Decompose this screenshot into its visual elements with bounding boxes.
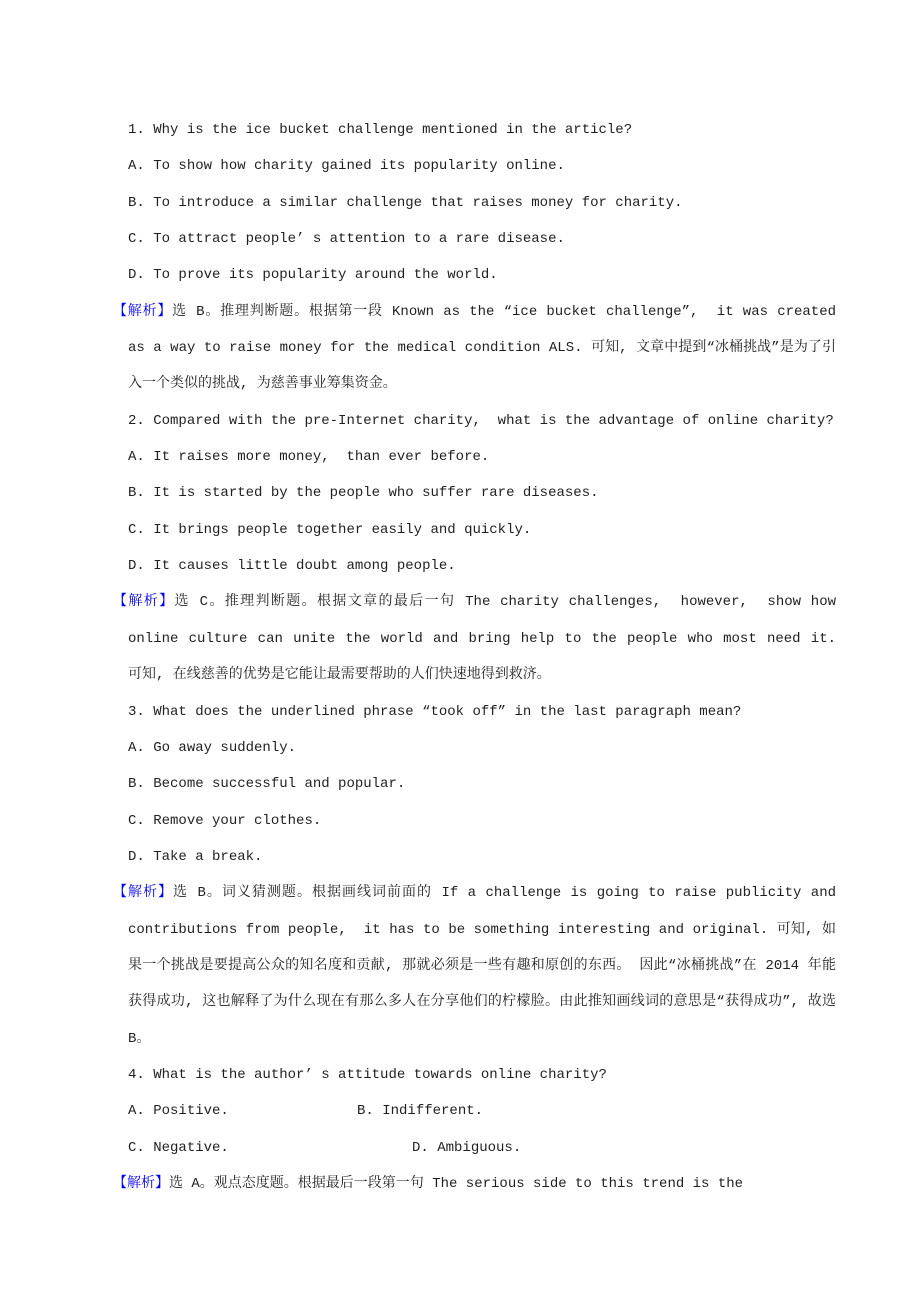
analysis-text: 选 B。推理判断题。根据第一段 Known as the “ice bucket challenge”, it was created as a way to raise money for the medical condition ALS. 可知, 文章中提到“冰桶挑战”是为了引入一个类似的挑战, 为慈善事业筹集资金。: [128, 303, 845, 393]
analysis-label: 【解析】: [113, 1175, 169, 1192]
analysis-text: 选 A。观点态度题。根据最后一段第一句 The serious side to this trend is the: [169, 1175, 744, 1192]
option-label: C.: [128, 231, 145, 248]
analysis-text: 选 B。词义猜测题。根据画线词前面的 If a challenge is going to raise publicity and contributions from people, it has to be something interesting and original. 可知, 如果一个挑战是要提高公众的知名度和贡献, 那就必须是一些有趣和原创的东西。 因此“冰桶挑战”在 2014 年能获得成功, 这也解释了为什么现在有那么多人在分享他们的柠檬脸。由此推知画线词的意思是“获得成功”, 故选 B。: [128, 885, 845, 1047]
question-number: 3.: [128, 703, 145, 720]
question-number: 1.: [128, 122, 145, 138]
option-label: C.: [128, 1139, 145, 1156]
question-number: 4.: [128, 1066, 145, 1083]
option-text: It is started by the people who suffer rare diseases.: [153, 485, 599, 502]
option-b: [357, 1103, 483, 1119]
option-row: [128, 766, 836, 802]
option-d: [128, 267, 498, 283]
question-line: [128, 112, 836, 148]
option-a: [128, 449, 489, 465]
option-text: To attract people’ s attention to a rare disease.: [153, 231, 565, 248]
question-line: [128, 403, 836, 439]
question-text: Compared with the pre-Internet charity, what is the advantage of online charity?: [153, 412, 834, 429]
option-c: [128, 522, 531, 538]
option-label: A.: [128, 739, 145, 756]
option-label: B.: [128, 194, 145, 211]
question-text: Why is the ice bucket challenge mentioned in the article?: [153, 122, 633, 138]
option-text: Go away suddenly.: [153, 739, 297, 756]
option-row: [128, 475, 836, 511]
analysis-label: 【解析】: [113, 594, 175, 611]
option-row: [128, 839, 836, 875]
question-text: What does the underlined phrase “took off” in the last paragraph mean?: [153, 703, 742, 720]
question-line: [128, 694, 836, 730]
option-label: B.: [128, 485, 145, 502]
option-row: [128, 148, 836, 184]
option-row: [128, 548, 836, 584]
option-row: [128, 185, 836, 221]
option-a: [128, 1093, 357, 1129]
option-row: [128, 257, 836, 293]
option-text: Become successful and popular.: [153, 776, 406, 793]
option-row: [128, 1093, 836, 1129]
option-text: Take a break.: [153, 848, 263, 865]
option-text: Ambiguous.: [437, 1139, 522, 1156]
question-text: What is the author’ s attitude towards online charity?: [153, 1066, 607, 1083]
option-b: [128, 776, 405, 792]
option-label: D.: [128, 848, 145, 865]
option-label: C.: [128, 521, 145, 538]
option-text: To show how charity gained its popularity online.: [153, 158, 565, 175]
option-label: D.: [128, 558, 145, 575]
option-c: [128, 1130, 412, 1166]
option-row: [128, 803, 836, 839]
option-d: [128, 849, 262, 865]
analysis-paragraph: [113, 294, 845, 403]
question-block-4: [113, 1057, 836, 1202]
option-text: Remove your clothes.: [153, 812, 322, 829]
option-b: [128, 195, 683, 211]
question-block-1: [113, 112, 845, 403]
option-d: [128, 558, 456, 574]
option-row: [128, 512, 836, 548]
option-row: [128, 439, 836, 475]
option-text: Negative.: [153, 1139, 229, 1156]
option-d: [412, 1140, 521, 1156]
option-c: [128, 231, 565, 247]
option-a: [128, 158, 565, 174]
option-text: It causes little doubt among people.: [153, 558, 456, 575]
option-label: A.: [128, 449, 145, 466]
analysis-paragraph: [113, 875, 845, 1057]
option-text: It brings people together easily and quickly.: [153, 521, 532, 538]
option-text: To prove its popularity around the world.: [153, 267, 498, 284]
analysis-paragraph: [113, 584, 853, 693]
option-text: It raises more money, than ever before.: [153, 449, 490, 466]
analysis-label: 【解析】: [113, 303, 173, 320]
option-b: [128, 485, 599, 501]
option-label: B.: [128, 776, 145, 793]
analysis-paragraph: [113, 1166, 836, 1202]
option-label: C.: [128, 812, 145, 829]
option-row: [128, 1130, 836, 1166]
question-block-2: [113, 403, 853, 694]
question-line: [128, 1057, 836, 1093]
option-label: A.: [128, 158, 145, 175]
option-text: To introduce a similar challenge that raises money for charity.: [153, 194, 683, 211]
option-a: [128, 740, 296, 756]
question-number: 2.: [128, 412, 145, 429]
option-row: [128, 730, 836, 766]
option-row: [128, 221, 836, 257]
analysis-text: 选 C。推理判断题。根据文章的最后一句 The charity challenges, however, show how online culture can unite the world and bring help to the people who most need it. 可知, 在线慈善的优势是它能让最需要帮助的人们快速地得到救济。: [128, 594, 853, 684]
option-text: Positive.: [153, 1103, 229, 1120]
question-block-3: [113, 694, 845, 1057]
analysis-label: 【解析】: [113, 885, 174, 902]
option-text: Indifferent.: [382, 1103, 484, 1120]
option-c: [128, 813, 321, 829]
option-label: D.: [128, 267, 145, 284]
option-label: D.: [412, 1139, 429, 1156]
option-label: A.: [128, 1103, 145, 1120]
option-label: B.: [357, 1103, 374, 1120]
